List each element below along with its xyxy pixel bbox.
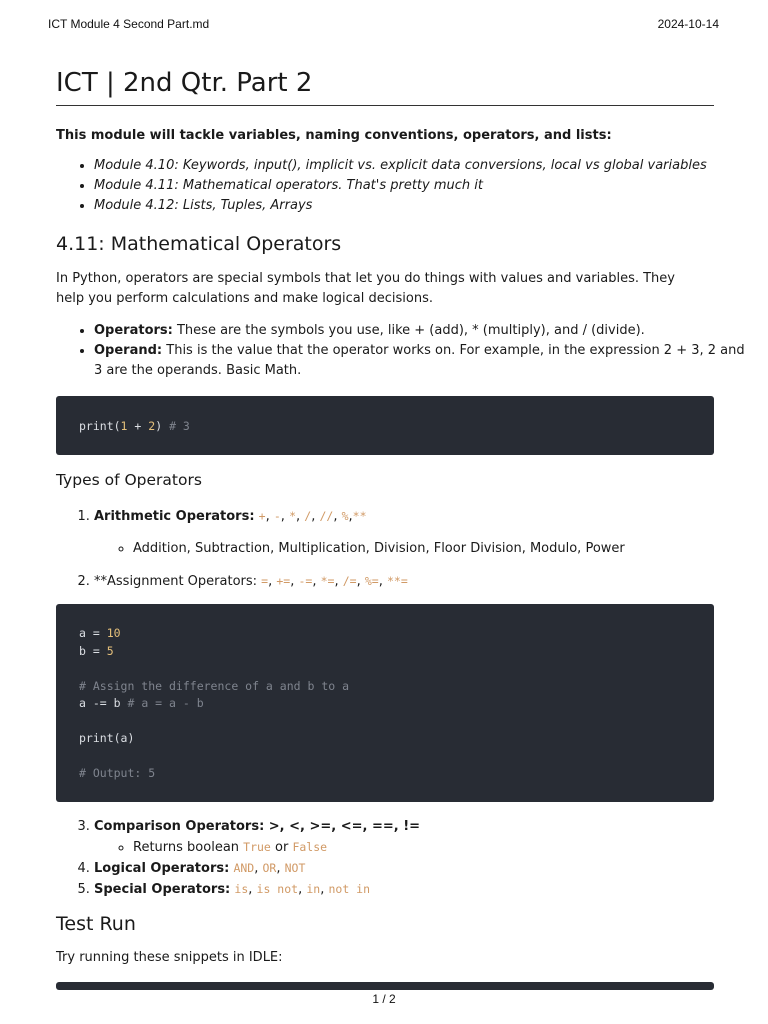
module-item: • Module 4.10: Keywords, input(), implicit vs. explicit data conversions, local vs global variables (94, 156, 707, 176)
page-title: ICT | 2nd Qtr. Part 2 (56, 68, 313, 98)
code-block-test-run[interactable] (56, 982, 714, 990)
arithmetic-label: Arithmetic Operators: (94, 509, 255, 524)
logical-operators-item: 4. Logical Operators: AND, OR, NOT (94, 858, 420, 879)
definition-text: This is the value that the operator works on. For example, in the expression 2 + 3, 2 and 3 are the operands. Basic Math. (94, 343, 745, 378)
definition-term: Operators: (94, 323, 173, 338)
arithmetic-operators-item: 1. Arithmetic Operators: +, -, *, /, //, %,** ◦ Addition, Subtraction, Multiplication, Division, Floor Division, Modulo, Power (94, 506, 752, 559)
comparison-label: Comparison Operators: (94, 819, 265, 834)
module-item: • Module 4.12: Lists, Tuples, Arrays (94, 196, 707, 216)
operator-types-list-2 (56, 571, 408, 592)
intro-text: This module will tackle variables, naming conventions, operators, and lists: (56, 128, 612, 143)
operators-intro-paragraph: In Python, operators are special symbols that let you do things with values and variables. They help you perform calculations and make logical decisions. (56, 271, 675, 306)
operator-types-list (56, 506, 752, 559)
arithmetic-sublist (94, 539, 752, 559)
types-of-operators-heading: Types of Operators (56, 471, 202, 489)
special-label: Special Operators: (94, 882, 231, 897)
comparison-sublist (94, 837, 420, 858)
section-heading-math-operators: 4.11: Mathematical Operators (56, 233, 342, 255)
code-line: a = 10 (79, 626, 121, 640)
module-list (56, 156, 707, 216)
module-item: • Module 4.11: Mathematical operators. That's pretty much it (94, 176, 707, 196)
definitions-list (56, 321, 752, 381)
assignment-operators-item: 2. **Assignment Operators: =, +=, -=, *=, /=, %=, **= (94, 571, 408, 592)
definition-text: These are the symbols you use, like + (add), * (multiply), and / (divide). (172, 323, 645, 338)
operator-types-list-3 (56, 817, 420, 900)
test-run-paragraph: Try running these snippets in IDLE: (56, 950, 283, 965)
code-line: a -= b # a = a - b (79, 696, 204, 710)
document-filename: ICT Module 4 Second Part.md (48, 17, 210, 31)
code-line: print(1 + 2) # 3 (79, 419, 190, 433)
code-line: b = 5 (79, 643, 114, 658)
title-divider (56, 105, 714, 106)
section-heading-test-run: Test Run (56, 913, 136, 935)
document-date: 2024-10-14 (657, 17, 719, 31)
boolean-returns-item: ◦ Returns boolean True or False (133, 837, 420, 858)
special-operators-item: 5. Special Operators: is, is not, in, not in (94, 879, 420, 900)
definition-item-operators (94, 321, 752, 341)
arithmetic-description: ◦ Addition, Subtraction, Multiplication, Division, Floor Division, Modulo, Power (133, 539, 752, 559)
definition-item-operand (94, 341, 752, 381)
definition-term: Operand: (94, 343, 163, 358)
code-line: print(a) (79, 731, 135, 745)
page-number: 1 / 2 (372, 992, 396, 1006)
logical-label: Logical Operators: (94, 861, 230, 876)
code-comment: # Assign the difference of a and b to a (79, 678, 350, 693)
code-comment: # Output: 5 (79, 766, 156, 780)
code-block-print[interactable] (56, 396, 714, 455)
assignment-label: **Assignment Operators: (94, 574, 262, 589)
code-block-assignment[interactable] (56, 604, 714, 802)
comparison-operators-item: 3. Comparison Operators: >, <, >=, <=, ==, != ◦ Returns boolean True or False (94, 817, 420, 858)
